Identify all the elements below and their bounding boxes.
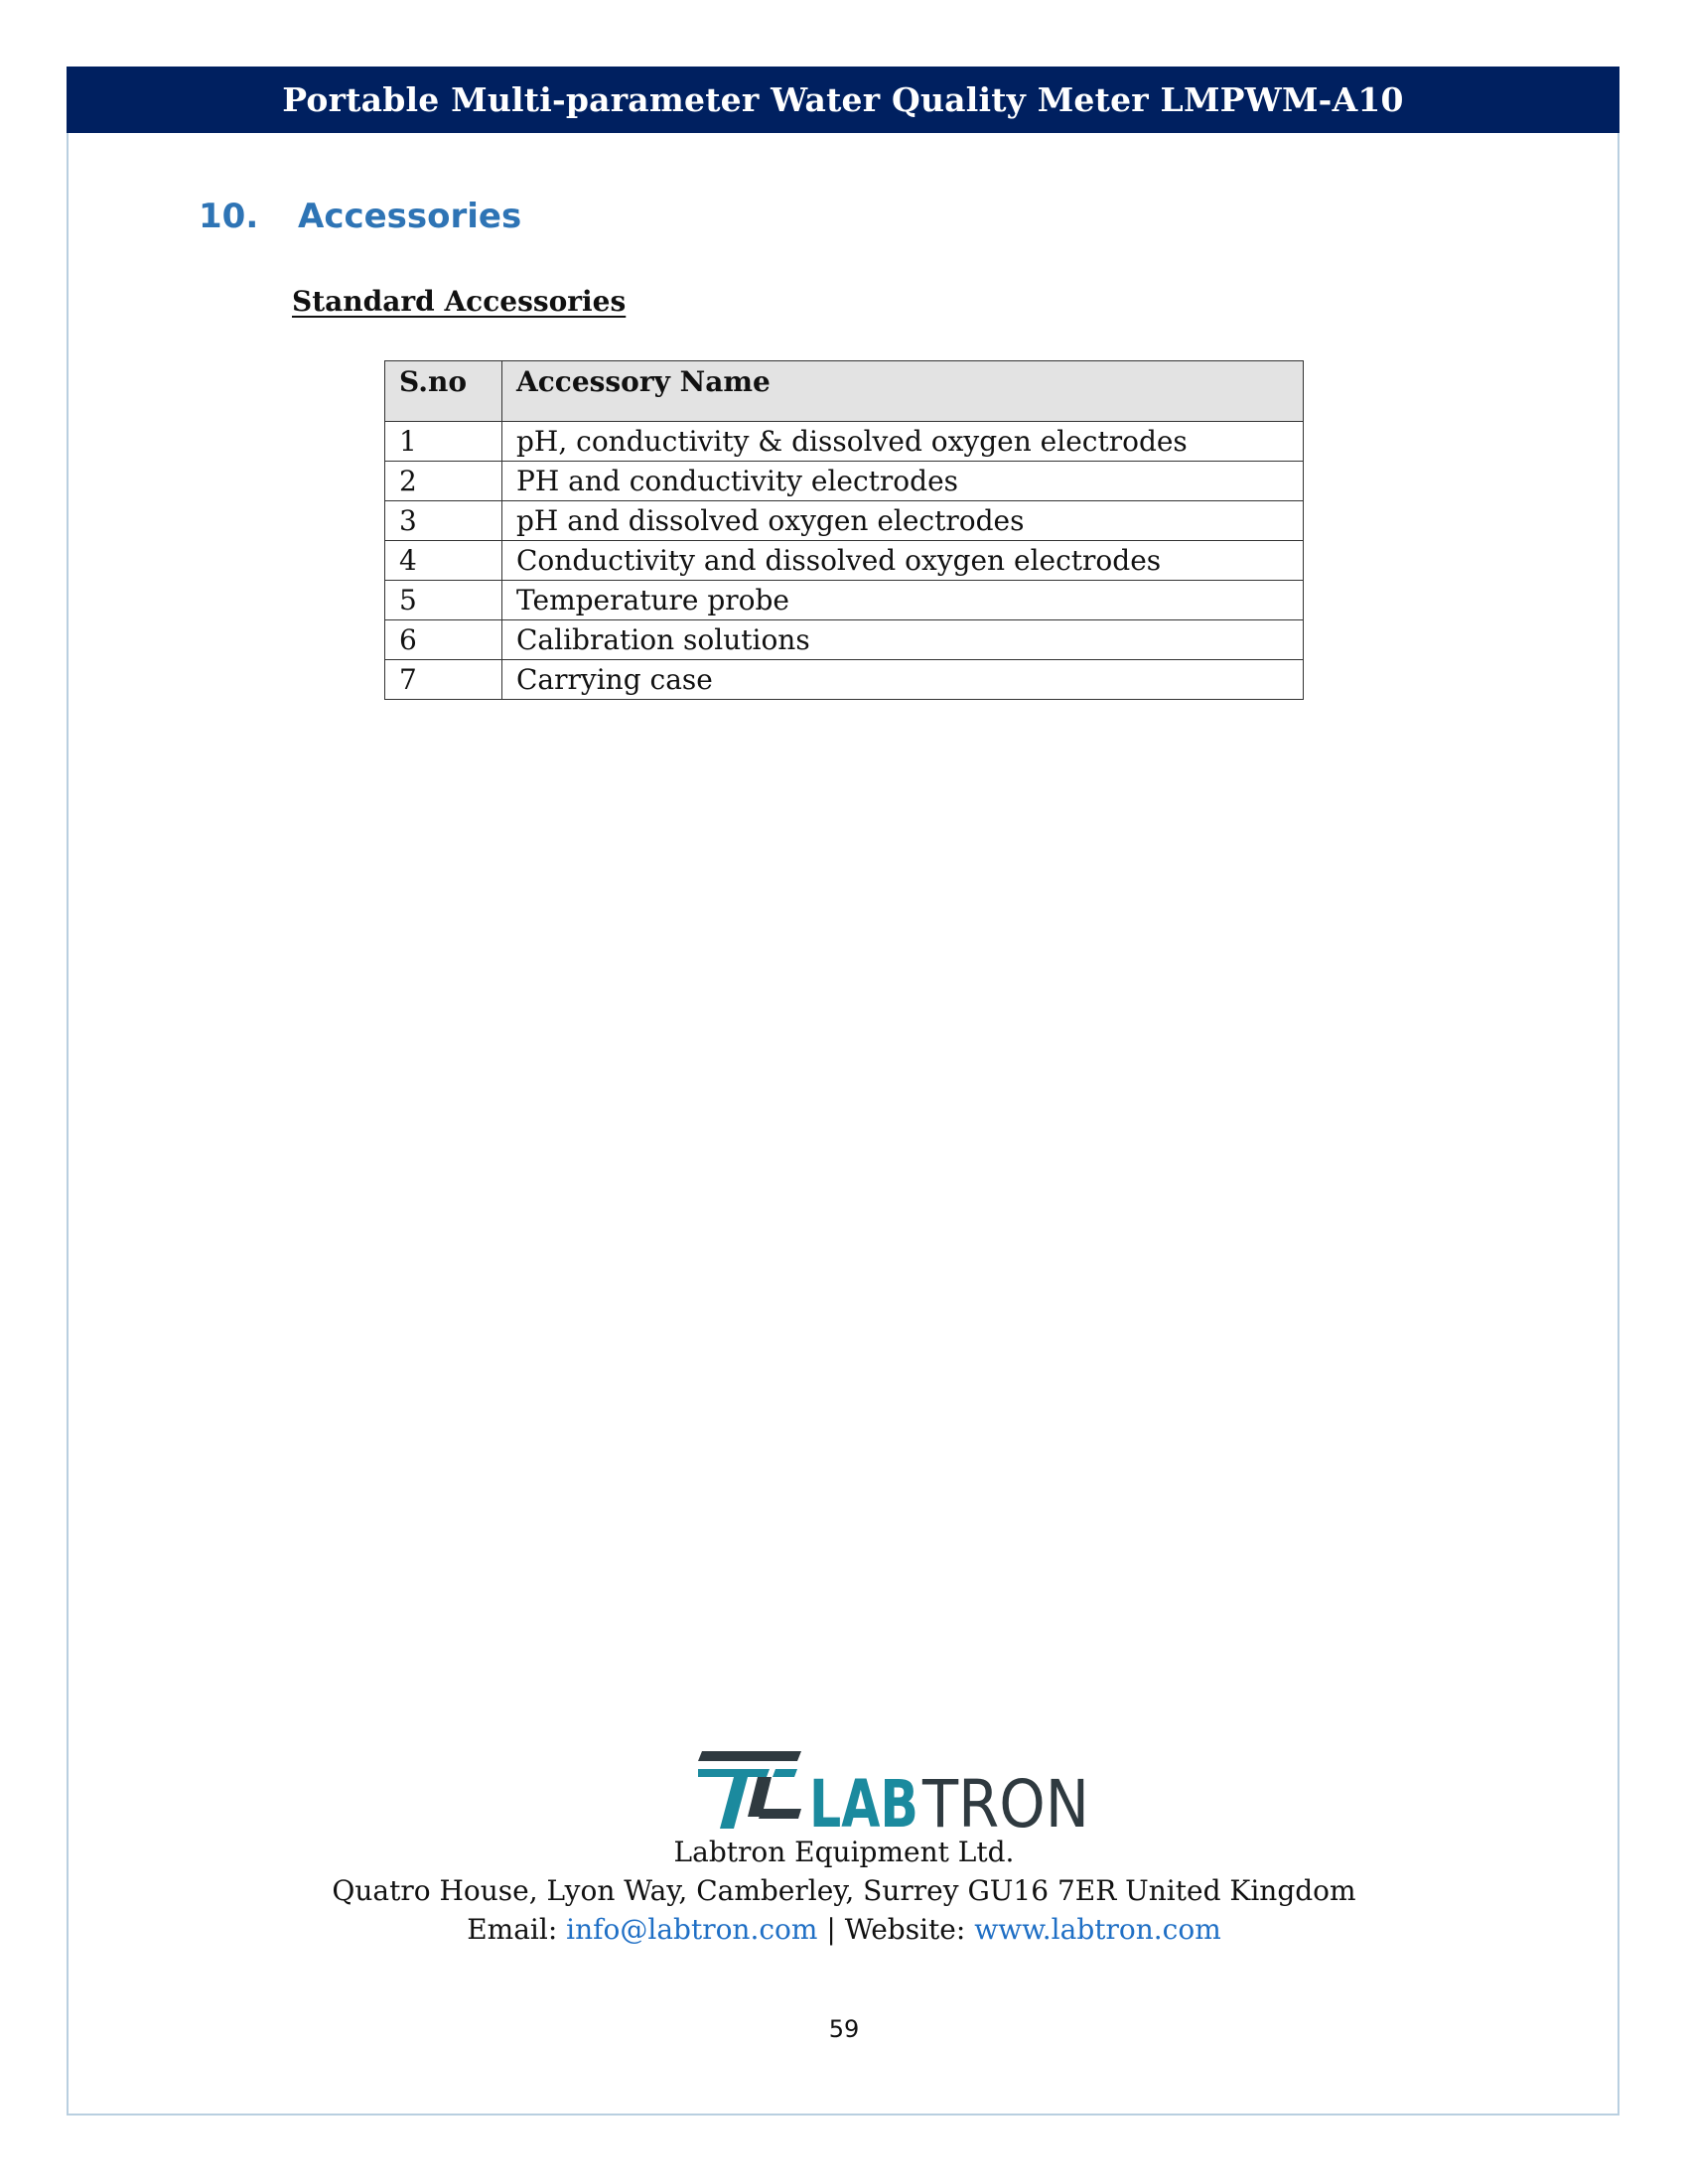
row-sno: 2 xyxy=(385,462,502,501)
footer-address: Quatro House, Lyon Way, Camberley, Surrey GU16 7ER United Kingdom xyxy=(332,1874,1356,1907)
table-row xyxy=(385,581,1304,620)
row-sno: 1 xyxy=(385,422,502,462)
logo-text-tron: TRON xyxy=(921,1766,1089,1837)
footer-company: Labtron Equipment Ltd. xyxy=(673,1836,1015,1868)
row-sno: 7 xyxy=(385,660,502,700)
footer-contact xyxy=(0,1913,1688,1946)
header-accessory-name: Accessory Name xyxy=(502,361,1304,422)
section-number: 10. xyxy=(199,197,259,236)
row-accessory-name: PH and conductivity electrodes xyxy=(502,462,1304,501)
contact-separator: | xyxy=(817,1913,845,1946)
labtron-logo xyxy=(698,1747,1095,1837)
table-row xyxy=(385,541,1304,581)
section-heading xyxy=(199,197,521,236)
accessories-table xyxy=(384,360,1304,700)
table-row xyxy=(385,422,1304,462)
row-accessory-name: pH, conductivity & dissolved oxygen electrodes xyxy=(502,422,1304,462)
table-row xyxy=(385,462,1304,501)
page-number: 59 xyxy=(828,2015,860,2043)
table-row xyxy=(385,501,1304,541)
labtron-mark-icon xyxy=(698,1751,801,1829)
sub-heading: Standard Accessories xyxy=(292,285,627,318)
logo-text-lab: LAB xyxy=(809,1766,918,1837)
row-sno: 3 xyxy=(385,501,502,541)
row-accessory-name: pH and dissolved oxygen electrodes xyxy=(502,501,1304,541)
section-title: Accessories xyxy=(298,197,522,236)
table-row xyxy=(385,660,1304,700)
row-sno: 4 xyxy=(385,541,502,581)
row-accessory-name: Carrying case xyxy=(502,660,1304,700)
row-sno: 5 xyxy=(385,581,502,620)
email-link[interactable]: info@labtron.com xyxy=(566,1913,818,1946)
website-link[interactable]: www.labtron.com xyxy=(974,1913,1221,1946)
header-bar xyxy=(67,67,1619,133)
row-accessory-name: Conductivity and dissolved oxygen electrodes xyxy=(502,541,1304,581)
document-title: Portable Multi-parameter Water Quality Meter LMPWM-A10 xyxy=(282,80,1404,119)
header-sno: S.no xyxy=(385,361,502,422)
row-accessory-name: Temperature probe xyxy=(502,581,1304,620)
row-sno: 6 xyxy=(385,620,502,660)
email-label: Email: xyxy=(467,1913,567,1946)
row-accessory-name: Calibration solutions xyxy=(502,620,1304,660)
website-label: Website: xyxy=(844,1913,975,1946)
table-row xyxy=(385,620,1304,660)
table-header-row xyxy=(385,361,1304,422)
